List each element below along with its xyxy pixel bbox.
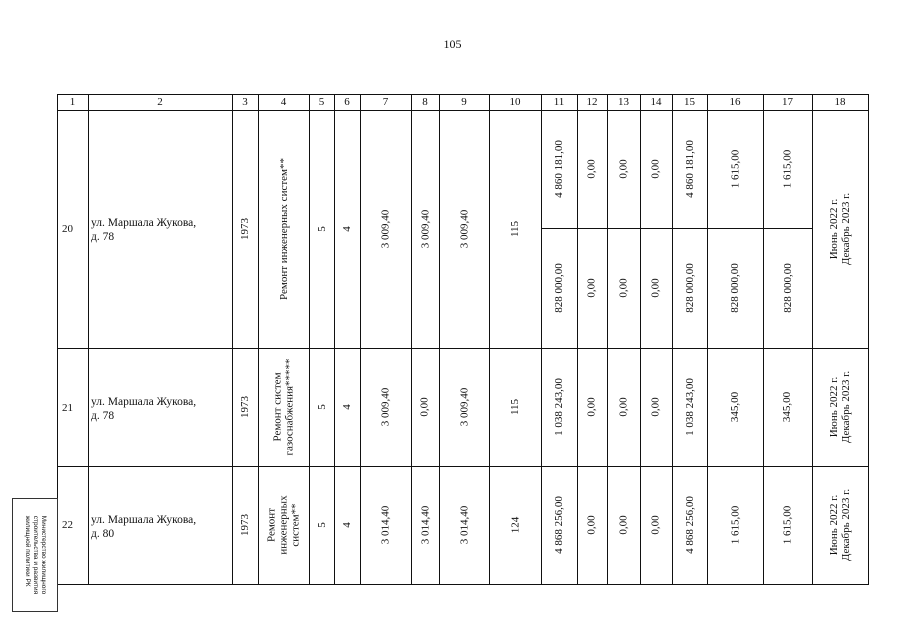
col-header: 4 [280,96,287,108]
cell-c10: 115 [509,220,521,238]
cell-c11: 4 868 256,00 [553,496,565,554]
cell-c13-bottom: 0,00 [617,278,630,298]
col-header: 17 [782,96,793,108]
row-number: 22 [62,519,73,531]
period: Июнь 2022 г. Декабрь 2023 г. [828,192,852,266]
address-line: ул. Маршала Жукова, [91,396,197,408]
row-number: 21 [62,402,73,414]
address-line: д. 78 [91,231,115,243]
col-header: 13 [618,96,629,108]
ministry-stamp [12,498,58,612]
col-header: 15 [684,96,695,108]
cell-c8: 3 009,40 [419,209,431,249]
cell-c17: 345,00 [781,391,794,423]
cell-c9: 3 009,40 [458,387,470,427]
cell-c16: 1 615,00 [729,505,741,545]
cell-c15: 1 038 243,00 [683,378,696,436]
cell-c5: 5 [315,522,328,528]
row-number: 20 [62,223,73,235]
col-header: 12 [586,96,598,108]
cell-c6: 4 [341,226,353,232]
col-header: 14 [650,96,662,108]
cell-c13-top: 0,00 [617,159,630,179]
col-header: 8 [422,96,428,108]
page-number: 105 [443,37,462,51]
address [91,216,196,244]
col-header: 18 [834,96,846,108]
col-header: 3 [242,96,248,108]
cell-c10: 115 [509,398,521,416]
col-header: 16 [729,96,741,108]
cell-c14: 0,00 [650,397,662,417]
cell-c15-top: 4 860 181,00 [683,140,696,198]
address [91,395,196,423]
col-header: 7 [382,96,389,108]
cell-c7: 3 009,40 [379,209,392,249]
stamp-line: Министерство жилищного [40,515,48,595]
cell-c10: 124 [509,516,521,534]
col-header: 6 [344,96,350,108]
cell-c14-bottom: 0,00 [650,278,662,298]
period: Июнь 2022 г. Декабрь 2023 г. [828,370,852,444]
col-header: 11 [553,96,565,108]
period: Июнь 2022 г. Декабрь 2023 г. [828,488,852,562]
cell-c12-top: 0,00 [586,159,598,179]
cell-c5: 5 [315,226,328,232]
cell-c6: 4 [341,404,353,410]
cell-c12-bottom: 0,00 [586,278,598,298]
cell-c12: 0,00 [586,515,598,535]
col-header: 10 [509,96,521,108]
work-type: Ремонт инженерных систем** [277,158,290,300]
cell-c8: 3 014,40 [419,505,431,545]
stamp-line: жилищной политики РК [24,515,32,587]
cell-c14-top: 0,00 [650,159,662,179]
cell-c16: 345,00 [729,391,741,423]
stamp-line: строительства и развития [32,515,40,595]
address-line: ул. Маршала Жукова, [91,217,197,229]
cell-c11: 1 038 243,00 [553,378,565,436]
cell-c11-bottom: 828 000,00 [553,263,565,313]
year: 1973 [239,514,251,536]
cell-c12: 0,00 [586,397,598,417]
cell-c13: 0,00 [617,397,630,417]
cell-c15-bottom: 828 000,00 [683,263,696,313]
col-header: 5 [318,96,325,108]
address-line: д. 80 [91,528,115,540]
cell-c11-top: 4 860 181,00 [553,140,565,198]
year: 1973 [239,396,251,418]
cell-c6: 4 [341,522,353,528]
col-header: 2 [157,96,163,108]
cell-c7: 3 009,40 [379,387,392,427]
cell-c8: 0,00 [419,397,431,417]
col-header: 9 [461,96,467,108]
address-line: ул. Маршала Жукова, [91,514,197,526]
cell-c15: 4 868 256,00 [683,496,696,554]
cell-c7: 3 014,40 [379,505,392,545]
work-type: Ремонт систем газоснабжения***** [271,358,296,456]
cell-c9: 3 014,40 [458,505,470,545]
address [91,513,196,541]
cell-c9: 3 009,40 [458,209,470,249]
col-header: 1 [69,96,76,108]
cell-c16-bottom: 828 000,00 [729,263,741,313]
cell-c13: 0,00 [617,515,630,535]
cell-c17-top: 1 615,00 [781,149,794,189]
cell-c17-bottom: 828 000,00 [781,263,794,313]
cell-c5: 5 [315,404,328,410]
address-line: д. 78 [91,410,115,422]
year: 1973 [239,218,251,240]
cell-c14: 0,00 [650,515,662,535]
cell-c16-top: 1 615,00 [729,149,741,189]
work-type: Ремонт инженерных систем** [265,495,302,555]
cell-c17: 1 615,00 [781,505,794,545]
